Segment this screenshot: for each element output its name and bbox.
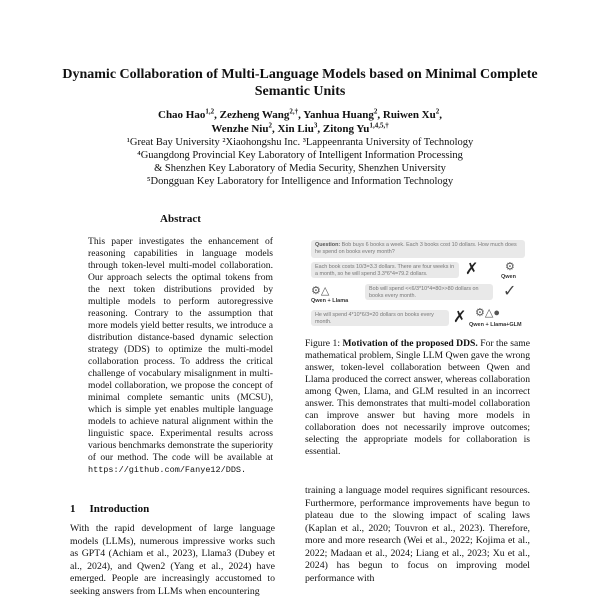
wrong-mark-icon: ✗ [453,309,467,326]
question-label: Question: [315,242,341,248]
affiliation-line: ¹Great Bay University ²Xiaohongshu Inc. ³Lappeenranta University of Technology [126,137,474,148]
author-name: Ruiwen Xu [382,109,436,121]
abstract-text: This paper investigates the enhancement of reasoning capabilities in language models through token-level multi-model collaboration. Our approach selects the optimal tokens from the next token distributions provided by multiple models to perform autoregressive reasoning. Contrary to the assumption that more models yield better results, we introduce a distribution distance-based dynamic selection strategy (DDS) to optimize the multi-model collaboration process. To address the critical challenge of vocabulary misalignment in multi-model collaboration, we propose the concept of minimal complete semantic units (MCSU), which is simple yet enables multiple language models to achieve natural alignment within the linguistic space. Experimental results across various benchmarks demonstrate the superiority of our method. The code will be available at [88,236,273,463]
author-name: Zezheng Wang [219,109,290,121]
author-name: Yanhua Huang [303,109,374,121]
question-text: Bob buys 6 books a week. Each 3 books cost 10 dollars. How much does he spend on books every month? [315,242,517,255]
paper-title: Dynamic Collaboration of Multi-Language Models based on Minimal Complete Semantic Units [62,67,538,99]
caption-title: Motivation of the proposed DDS. [342,338,478,349]
figure-caption [305,338,530,458]
author-line-2: Wenzhe Niu$^2$, Xin Liu$^3$, Zitong $Yu^{1,4,5,\dagger}$ [211,121,389,135]
robot-icon: ⚙ [505,261,515,273]
section-number: 1 [70,503,76,515]
affiliations [60,136,540,188]
model-label: Qwen [501,274,516,280]
caption-label: Figure 1: [305,338,340,349]
author-name: Xin Liu [277,123,314,135]
wrong-mark-icon: ✗ [465,261,479,278]
affiliation-line: ⁵Dongguan Key Laboratory for Intelligence and Information Technology [146,176,454,187]
section-title: Introduction [89,503,150,515]
answer-bubble: He will spend 4*10*6/3=20 dollars on books every month. [311,310,449,326]
code-url[interactable]: https://github.com/Fanye12/DDS. [88,465,247,475]
affiliation-line: ⁴Guangdong Provincial Key Laboratory of Intelligent Information Processing [137,150,463,161]
author-name: Wenzhe Niu [211,123,269,135]
answer-bubble: Bob will spend <<6/3*10*4=80>>80 dollars on books every month. [365,284,493,300]
model-icons: ⚙△● [475,307,500,319]
abstract-heading: Abstract [160,213,201,225]
author-name: Zitong Yu [322,123,370,135]
right-column-paragraph: training a language model requires significant resources. Furthermore, performance improvements have begun to plateau due to the slowing impact of scaling laws (Kaplan et al., 2020; Touvron et al., 2023). Therefore, more and more research (Wei et al., 2022; Kojima et al., 2022; Madaan et al., 2024; Liang et al., 2023; Xu et al., 2024) has begun to focus on improving model performance with [305,485,530,584]
answer-bubble: Each book costs 10/3=3.3 dollars. There are four weeks in a month, so he will spend 3.3*6*4=79.2 dollars. [311,262,459,278]
model-label: Qwen + Llama+GLM [469,322,522,328]
correct-mark-icon: ✓ [503,283,517,300]
caption-text: For the same mathematical problem, Single LLM Qwen gave the wrong answer, token-level collaboration between Qwen and Llama produced the correct answer, whereas collaboration among Qwen, Llama, and GLM resulted in an incorrect answer. This demonstrates that multi-model collaboration can improve answer but having more models in collaboration does not necessarily improve outcomes; selecting the appropriate models for collaboration is essential. [305,338,530,457]
model-label: Qwen + Llama [311,298,349,304]
author-name: Chao Hao [158,109,206,121]
abstract-body [88,236,273,476]
question-bubble [311,240,525,258]
author-line-1: Chao Hao$^{1,2}$, Zezheng Wang$^{2,\dagger}$, Yanhua Huang$^2$, Ruiwen Xu$^2$, [158,107,442,121]
author-list [60,108,540,136]
model-icons: ⚙△ [311,285,330,297]
figure-1 [305,240,530,334]
section-heading [70,503,149,515]
affiliation-line: & Shenzhen Key Laboratory of Media Security, Shenzhen University [154,163,446,174]
intro-paragraph: With the rapid development of large language models (LLMs), numerous impressive works such as GPT4 (Achiam et al., 2023), Llama3 (Dubey et al., 2024), and Qwen2 (Yang et al., 2024) have emerged. People are increasingly accustomed to seeking answers from LLMs when encountering [70,523,275,597]
